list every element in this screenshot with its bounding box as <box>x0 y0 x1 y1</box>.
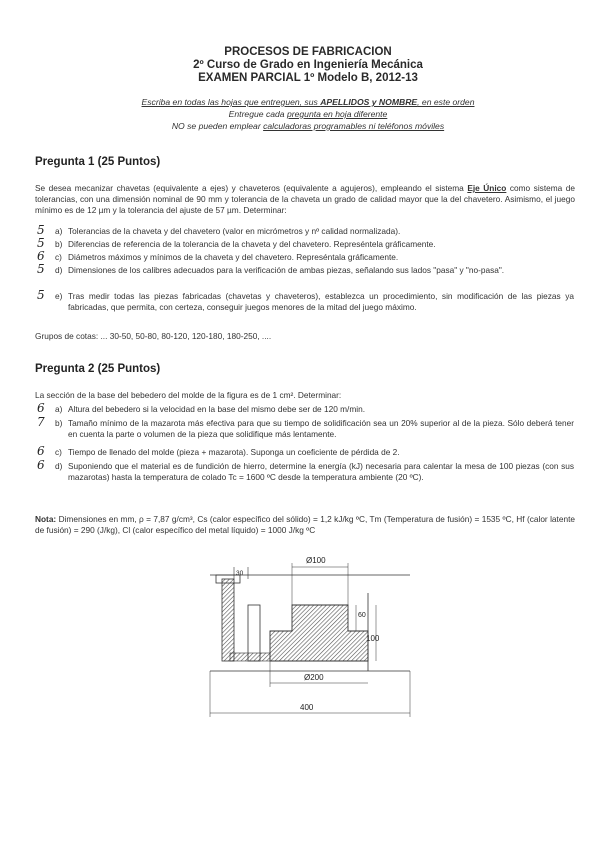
item-letter: d) <box>55 461 63 471</box>
item-text: Tamaño mínimo de la mazarota más efectiva para que su tiempo de solidificación sea un 20% superior al de la pieza. Sólo deberá tener en cuenta la parte o volumen de la pieza que solidifique más lentamente. <box>68 418 574 439</box>
score-mark: 6 <box>37 444 45 458</box>
mold-figure <box>200 553 430 723</box>
casting-part <box>270 605 368 661</box>
item-letter: c) <box>55 252 62 262</box>
item-text: Tiempo de llenado del molde (pieza + mazarota). Suponga un coeficiente de pérdida de 2. <box>68 447 400 457</box>
note-text: Dimensiones en mm, ρ = 7,87 g/cm³, Cs (calor específico del sólido) = 1,2 kJ/kg ºC, Tm (Temperatura de fusión) = 1535 ºC, Hf (calor latente de fusión) = 290 (J/kg), Cl (calor específico del metal líquido) = 1000 J/kg ºC <box>35 514 575 535</box>
score-mark: 5 <box>37 223 45 237</box>
instruction-3-underline: calculadoras programables ni teléfonos móviles <box>263 121 445 131</box>
score-mark: 5 <box>37 262 45 276</box>
item-text: Diámetros máximos y mínimos de la chaveta y del chavetero. Represéntala gráficamente. <box>68 252 399 262</box>
dim-bottom-label: Ø200 <box>304 673 324 682</box>
instruction-line-1 <box>0 96 616 108</box>
instructions <box>0 96 616 132</box>
dim-small-label: 30 <box>236 570 244 577</box>
instruction-2-pre: Entregue cada <box>228 109 287 119</box>
instruction-line-3 <box>0 120 616 132</box>
exam-name: EXAMEN PARCIAL 1º Modelo B, 2012-13 <box>198 72 418 84</box>
riser <box>248 605 260 661</box>
item-text: Tolerancias de la chaveta y del chavetero (valor en micrómetros y nº calidad normalizada). <box>68 226 401 236</box>
instruction-1-pre: Escriba en todas las hojas que entreguen, sus <box>141 97 321 107</box>
item-letter: a) <box>55 226 63 236</box>
course-name: 2º Curso de Grado en Ingeniería Mecánica <box>193 59 423 71</box>
q2-note <box>35 514 575 536</box>
instruction-2-underline: pregunta en hoja diferente <box>286 109 388 119</box>
course-title: PROCESOS DE FABRICACION <box>224 46 392 58</box>
q1-intro-bold: Eje Único <box>467 183 507 193</box>
question-1-title: Pregunta 1 (25 Puntos) <box>35 156 161 168</box>
question-2-title: Pregunta 2 (25 Puntos) <box>35 363 161 375</box>
dim-top-label: Ø100 <box>306 556 326 565</box>
question-2-intro: La sección de la base del bebedero del molde de la figura es de 1 cm². Determinar: <box>35 390 342 400</box>
item-letter: e) <box>55 291 63 301</box>
instruction-line-2 <box>0 108 616 120</box>
note-label: Nota: <box>35 514 57 524</box>
item-text: Altura del bebedero si la velocidad en la base del mismo debe ser de 120 m/min. <box>68 404 366 414</box>
score-mark: 6 <box>37 401 45 415</box>
item-letter: d) <box>55 265 63 275</box>
item-letter: c) <box>55 447 62 457</box>
question-1-intro <box>35 183 575 216</box>
q1-intro-post: como sistema de tolerancias, con una dimensión nominal de 90 mm y tolerancia de la chaveta un grado de calidad mayor que la del chavetero. Asimismo, el juego mínimo es de 12 µm y la tolerancia del ajuste de 57 µm. Determinar: <box>35 183 576 215</box>
dim-height-label: 100 <box>366 634 380 643</box>
instruction-1-post: , en este orden <box>417 97 475 107</box>
dim-right-label: 60 <box>358 612 366 619</box>
instruction-1-bold: APELLIDOS y NOMBRE <box>320 97 418 107</box>
exam-header <box>0 46 616 85</box>
q1-groups: Grupos de cotas: ... 30-50, 50-80, 80-120, 120-180, 180-250, .... <box>35 331 272 341</box>
score-mark: 5 <box>37 288 45 302</box>
runner <box>230 653 270 661</box>
score-mark: 5 <box>37 236 45 250</box>
item-text: Dimensiones de los calibres adecuados para la verificación de ambas piezas, señalando sus lados "pasa" y "no-pasa". <box>68 265 505 275</box>
item-letter: a) <box>55 404 63 414</box>
item-letter: b) <box>55 418 63 428</box>
score-mark: 7 <box>37 415 45 429</box>
dim-total-label: 400 <box>300 703 314 712</box>
sprue <box>222 579 234 661</box>
item-text: Suponiendo que el material es de fundición de hierro, determine la energía (kJ) necesaria para calentar la mesa de 100 piezas (con sus mazarotas) hasta la temperatura de colado Tc = 1600 ºC desde la temperatura ambiente (20 ºC). <box>68 461 574 482</box>
item-text: Tras medir todas las piezas fabricadas (chavetas y chaveteros), establezca un procedimiento, sin modificación de las piezas ya fabricadas, que permita, con certeza, conseguir juegos menores de la mitad del juego máximo. <box>68 291 574 312</box>
q1-intro-pre: Se desea mecanizar chavetas (equivalente a ejes) y chaveteros (equivalente a agujeros), empleando el sistema <box>35 183 468 193</box>
item-letter: b) <box>55 239 63 249</box>
score-mark: 6 <box>37 458 45 472</box>
score-mark: 6 <box>37 249 45 263</box>
item-text: Diferencias de referencia de la tolerancia de la chaveta y del chavetero. Represéntela gráficamente. <box>68 239 436 249</box>
instruction-3-pre: NO se pueden emplear <box>171 121 264 131</box>
